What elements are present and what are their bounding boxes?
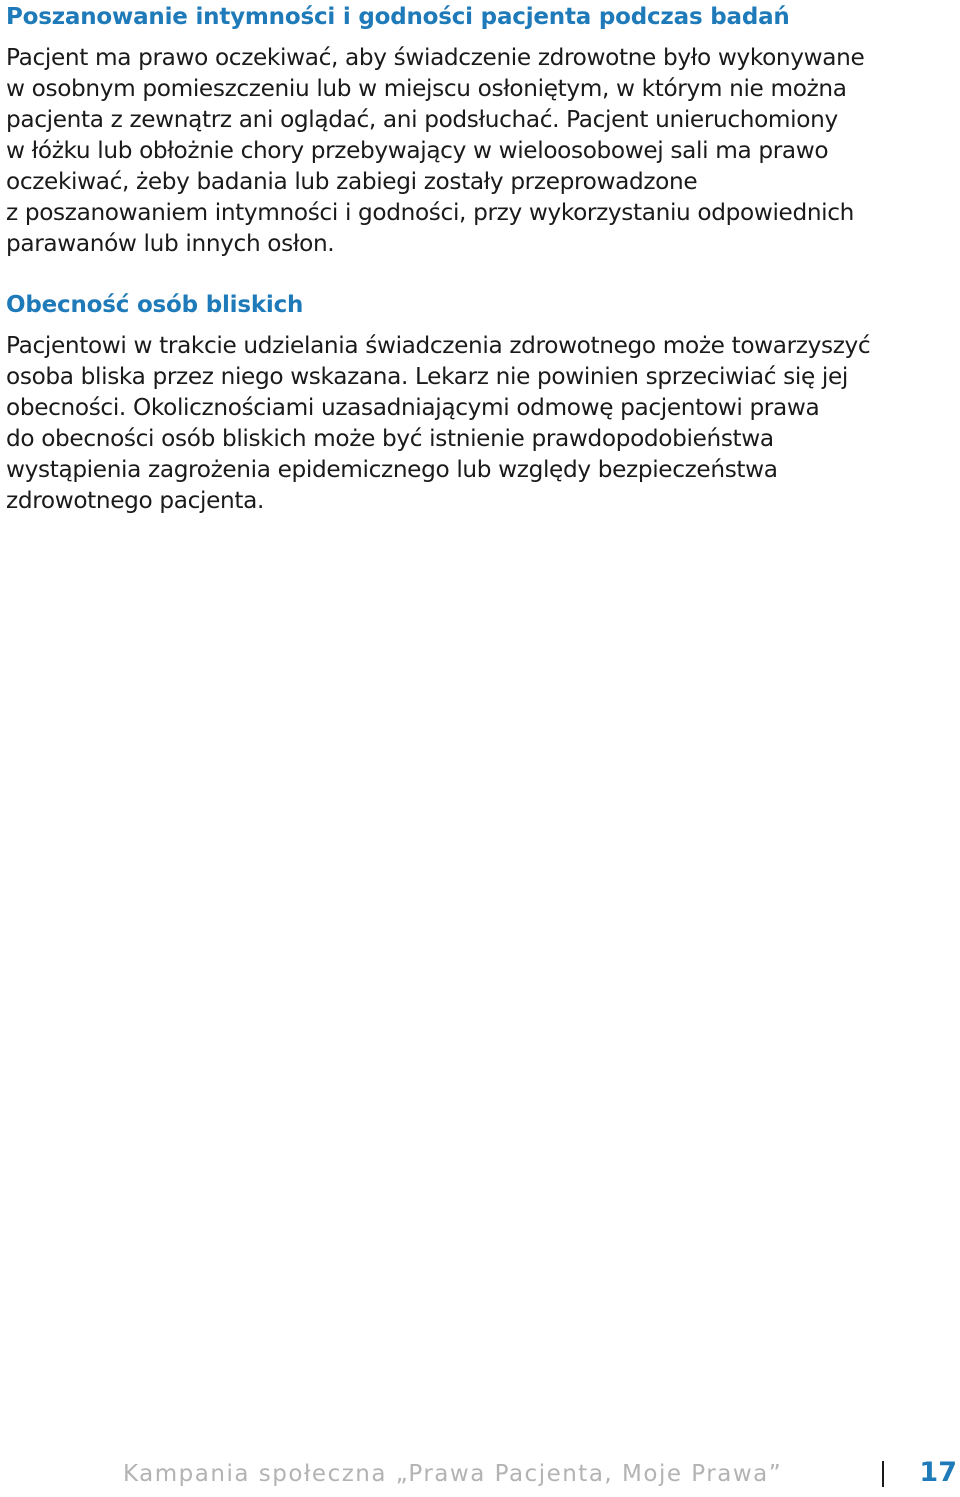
page-footer bbox=[0, 1455, 960, 1495]
paragraph-line: parawanów lub innych osłon. bbox=[6, 230, 335, 257]
paragraph-line: wystąpienia zagrożenia epidemicznego lub względy bezpieczeństwa bbox=[6, 456, 778, 483]
paragraph-line: Pacjent ma prawo oczekiwać, aby świadczenie zdrowotne było wykonywane bbox=[6, 44, 865, 71]
footer-divider bbox=[882, 1461, 884, 1487]
paragraph-line: pacjenta z zewnątrz ani oglądać, ani podsłuchać. Pacjent unieruchomiony bbox=[6, 106, 838, 133]
campaign-footer-text: Kampania społeczna „Prawa Pacjenta, Moje Prawa” bbox=[123, 1461, 783, 1487]
page-number: 17 bbox=[919, 1457, 957, 1488]
paragraph-line: Pacjentowi w trakcie udzielania świadczenia zdrowotnego może towarzyszyć bbox=[6, 332, 871, 359]
paragraph-line: osoba bliska przez niego wskazana. Lekarz nie powinien sprzeciwiać się jej bbox=[6, 363, 848, 390]
section-heading-close-persons: Obecność osób bliskich bbox=[6, 292, 304, 318]
paragraph-line: oczekiwać, żeby badania lub zabiegi zostały przeprowadzone bbox=[6, 168, 698, 195]
paragraph-close-persons bbox=[6, 330, 954, 516]
paragraph-privacy-dignity bbox=[6, 42, 954, 259]
paragraph-line: zdrowotnego pacjenta. bbox=[6, 487, 264, 514]
paragraph-line: w osobnym pomieszczeniu lub w miejscu osłoniętym, w którym nie można bbox=[6, 75, 847, 102]
paragraph-line: obecności. Okolicznościami uzasadniającymi odmowę pacjentowi prawa bbox=[6, 394, 820, 421]
paragraph-line: w łóżku lub obłożnie chory przebywający w wieloosobowej sali ma prawo bbox=[6, 137, 829, 164]
paragraph-line: z poszanowaniem intymności i godności, przy wykorzystaniu odpowiednich bbox=[6, 199, 855, 226]
section-heading-privacy-dignity: Poszanowanie intymności i godności pacjenta podczas badań bbox=[6, 4, 790, 30]
paragraph-line: do obecności osób bliskich może być istnienie prawdopodobieństwa bbox=[6, 425, 774, 452]
